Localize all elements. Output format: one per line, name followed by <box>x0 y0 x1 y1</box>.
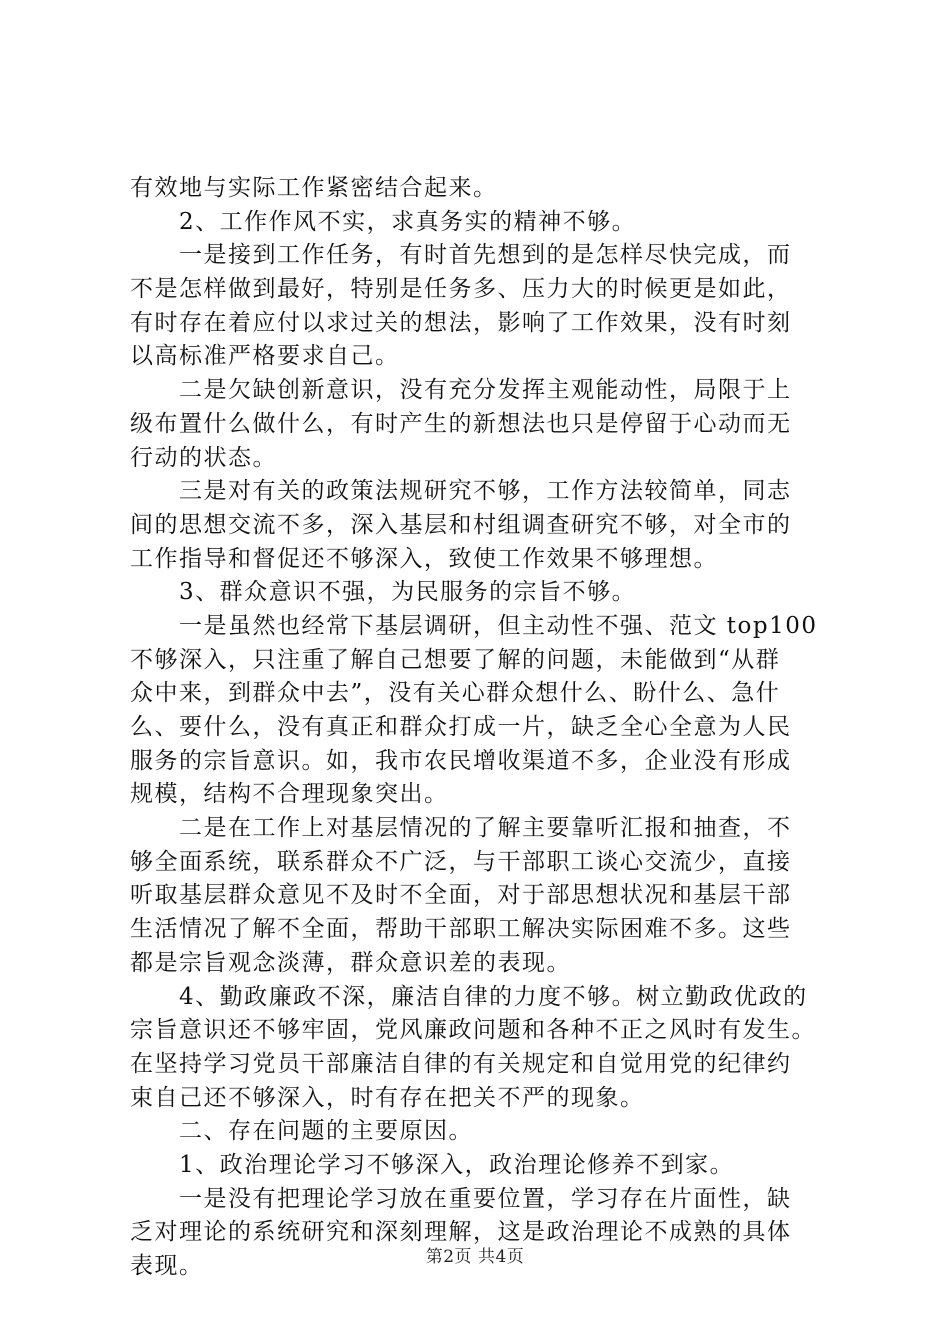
text-line: 生活情况了解不全面，帮助干部职工解决实际困难不多。这些 <box>130 916 792 943</box>
text-line: 够全面系统，联系群众不广泛，与干部职工谈心交流少，直接 <box>130 848 792 875</box>
text-line: 束自己还不够深入，时有存在把关不严的现象。 <box>130 1084 645 1111</box>
text-line: 都是宗旨观念淡薄，群众意识差的表现。 <box>130 949 571 976</box>
text-line: 一是虽然也经常下基层调研，但主动性不强、范文 top100 <box>130 612 818 639</box>
text-line: 不是怎样做到最好，特别是任务多、压力大的时候更是如此， <box>130 276 792 303</box>
text-line: 三是对有关的政策法规研究不够，工作方法较简单，同志 <box>130 478 792 505</box>
text-line: 么、要什么，没有真正和群众打成一片，缺乏全心全意为人民 <box>130 714 792 740</box>
text-line: 2、工作作风不实，求真务实的精神不够。 <box>130 208 637 235</box>
text-line: 表现。 <box>130 1253 204 1279</box>
text-line: 乏对理论的系统研究和深刻理解，这是政治理论不成熟的具体 <box>130 1219 792 1246</box>
text-line: 行动的状态。 <box>130 444 277 471</box>
text-line: 服务的宗旨意识。如，我市农民增收渠道不多，企业没有形成 <box>130 747 792 774</box>
text-line: 规模，结构不合理现象突出。 <box>130 781 449 808</box>
text-line: 二是欠缺创新意识，没有充分发挥主观能动性，局限于上 <box>130 377 792 404</box>
text-line: 工作指导和督促还不够深入，致使工作效果不够理想。 <box>130 545 718 572</box>
text-line: 宗旨意识还不够牢固，党风廉政问题和各种不正之风时有发生。 <box>130 1017 816 1044</box>
text-line: 二、存在问题的主要原因。 <box>130 1118 473 1145</box>
text-line: 在坚持学习党员干部廉洁自律的有关规定和自觉用党的纪律约 <box>130 1050 792 1077</box>
document-body <box>130 172 830 1284</box>
text-line: 一是没有把理论学习放在重要位置，学习存在片面性，缺 <box>130 1185 792 1212</box>
text-line: 一是接到工作任务，有时首先想到的是怎样尽快完成，而 <box>130 242 792 269</box>
text-line: 间的思想交流不多，深入基层和村组调查研究不够，对全市的 <box>130 511 792 538</box>
page-number-footer: 第2页 共4页 <box>425 1247 525 1267</box>
text-line: 4、勤政廉政不深，廉洁自律的力度不够。树立勤政优政的 <box>130 983 808 1010</box>
text-line: 3、群众意识不强，为民服务的宗旨不够。 <box>130 579 637 606</box>
text-line: 不够深入，只注重了解自己想要了解的问题，未能做到“从群 <box>130 646 781 673</box>
text-line: 级布置什么做什么，有时产生的新想法也只是停留于心动而无 <box>130 410 792 437</box>
text-line: 有效地与实际工作紧密结合起来。 <box>130 175 498 201</box>
text-line: 有时存在着应付以求过关的想法，影响了工作效果，没有时刻 <box>130 309 792 336</box>
text-line: 二是在工作上对基层情况的了解主要靠听汇报和抽查，不 <box>130 815 792 842</box>
text-line: 众中来，到群众中去”，没有关心群众想什么、盼什么、急什 <box>130 680 781 707</box>
text-line: 1、政治理论学习不够深入，政治理论修养不到家。 <box>130 1151 735 1178</box>
text-line: 以高标准严格要求自己。 <box>130 343 400 370</box>
text-line: 听取基层群众意见不及时不全面，对于部思想状况和基层干部 <box>130 882 792 909</box>
